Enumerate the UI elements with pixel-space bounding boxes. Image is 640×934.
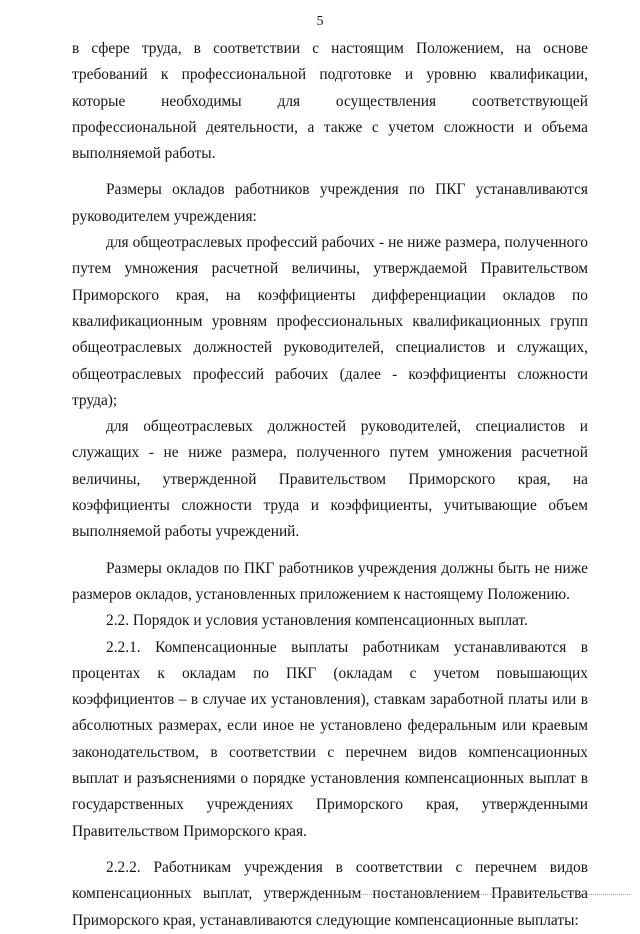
scan-footer-marks xyxy=(320,894,630,898)
paragraph-managers-specialists: для общеотраслевых должностей руководителей, специалистов и служащих - не ниже размера, полученного путем умножения расчетной величины, утвержденной Правительством Приморского края, на коэффициенты сложности труда и коэффициенты, учитывающие объем выполняемой работы учреждений. xyxy=(72,418,588,541)
paragraph-continuation: в сфере труда, в соответствии с настоящим Положением, на основе требований к профессиональной подготовке и уровню квалификации, которые необходимы для осуществления соответствующей профессиональной деятельности, а также с учетом сложности и объема выполняемой работы. xyxy=(72,40,588,163)
paragraph-workers-professions: для общеотраслевых профессий рабочих - не ниже размера, полученного путем умножения расчетной величины, утверждаемой Правительством Приморского края, на коэффициенты дифференциации окладов по квалификационным уровням профессиональных квалификационных групп общеотраслевых должностей руководителей, специалистов и служащих, общеотраслевых профессий рабочих (далее - коэффициенты сложности труда); xyxy=(72,234,588,409)
page-number: 5 xyxy=(316,14,324,29)
paragraph-salary-sizes: Размеры окладов работников учреждения по ПКГ устанавливаются руководителем учреждения: xyxy=(72,181,588,225)
section-heading-2-2: 2.2. Порядок и условия установления компенсационных выплат. xyxy=(106,612,528,630)
paragraph-2-2-2: 2.2.2. Работникам учреждения в соответствии с перечнем видов компенсационных выплат, утвержденным постановлением Правительства Приморского края, устанавливаются следующие компенсационные выплаты: xyxy=(72,858,588,929)
paragraph-2-2-1: 2.2.1. Компенсационные выплаты работникам устанавливаются в процентах к окладам по ПКГ (окладам с учетом повышающих коэффициентов – в случае их установления), ставкам заработной платы или в абсолютных размерах, если иное не установлено федеральным или краевым законодательством, в соответствии с перечнем видов компенсационных выплат и разъяснениями о порядке установления компенсационных выплат в государственных учреждениях Приморского края, утвержденными Правительством Приморского края. xyxy=(72,638,588,840)
document-body xyxy=(72,36,588,934)
paragraph-minimum-salaries: Размеры окладов по ПКГ работников учреждения должны быть не ниже размеров окладов, установленных приложением к настоящему Положению. xyxy=(72,559,588,603)
